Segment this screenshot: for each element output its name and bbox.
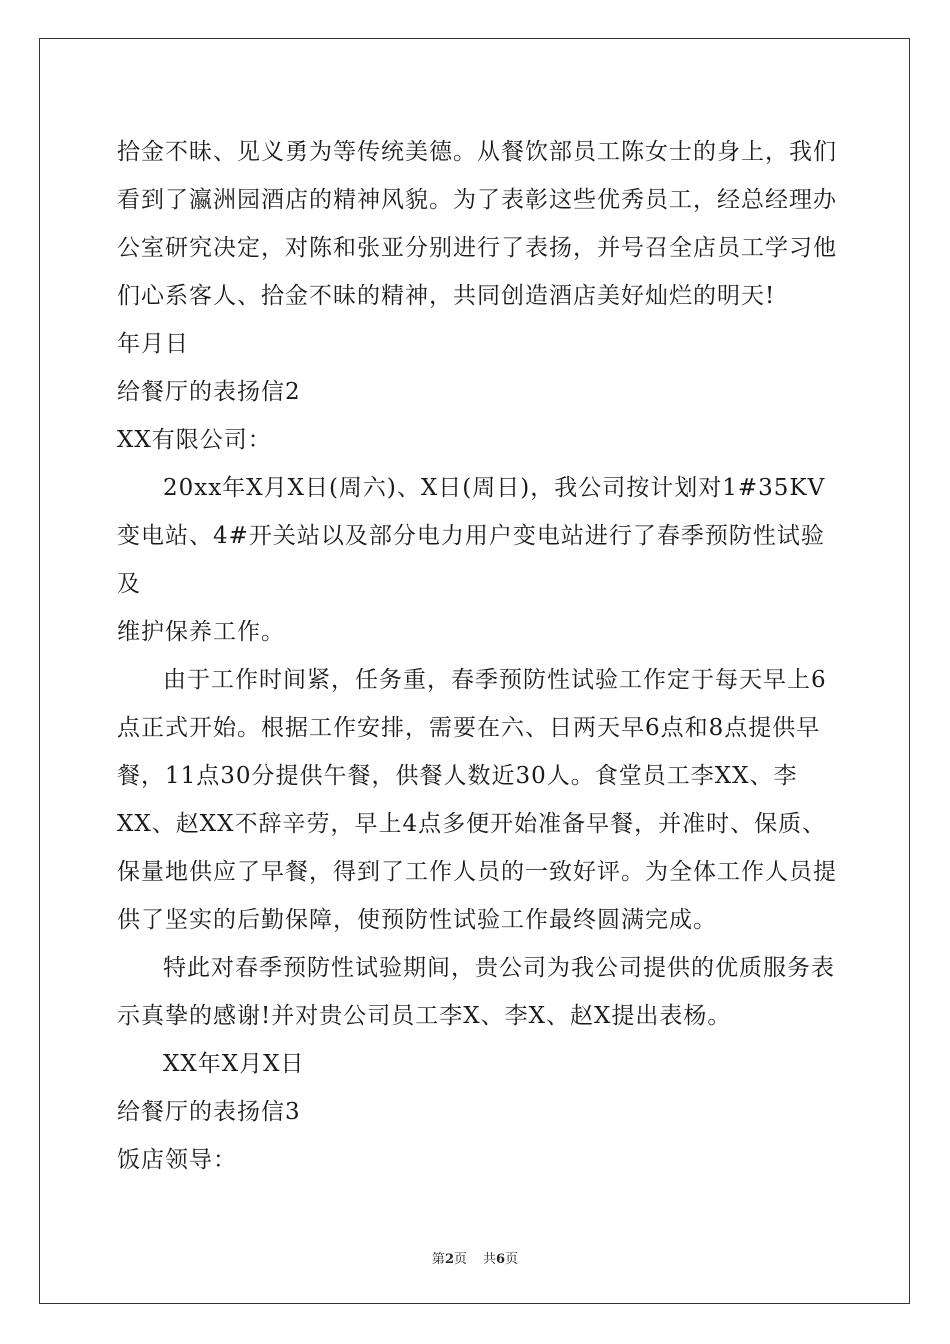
salutation: XX有限公司：	[117, 427, 272, 453]
text-line: 示真挚的感谢!并对贵公司员工李X、李X、赵X提出表杨。	[117, 1003, 732, 1029]
section-title: 给餐厅的表扬信3	[117, 1099, 301, 1125]
text-line: 们心系客人、拾金不昧的精神，共同创造酒店美好灿烂的明天!	[117, 283, 776, 309]
text-line: 餐，11点30分提供午餐，供餐人数近30人。食堂员工李XX、李	[117, 763, 798, 789]
page-prefix: 第	[431, 1252, 445, 1267]
date-line: XX年X月X日	[163, 1051, 305, 1077]
text-line: 20xx年X月X日(周六)、X日(周日)，我公司按计划对1#35KV	[163, 475, 826, 501]
text-line: XX、赵XX不辞辛劳，早上4点多便开始准备早餐，并准时、保质、	[117, 811, 827, 837]
text-line: 拾金不昧、见义勇为等传统美德。从餐饮部员工陈女士的身上，我们	[117, 139, 837, 165]
text-line: 看到了瀛洲园酒店的精神风貌。为了表彰这些优秀员工，经总经理办	[117, 187, 837, 213]
date-line: 年月日	[117, 331, 189, 357]
text-line: 公室研究决定，对陈和张亚分别进行了表扬，并号召全店员工学习他	[117, 235, 837, 261]
text-line: 变电站、4#开关站以及部分电力用户变电站进行了春季预防性试验及	[117, 523, 825, 597]
section-title: 给餐厅的表扬信2	[117, 379, 301, 405]
text-line: 维护保养工作。	[117, 619, 285, 645]
total-prefix: 共	[483, 1252, 497, 1267]
page-footer	[0, 1248, 950, 1267]
document-body	[117, 128, 837, 1184]
text-line: 供了坚实的后勤保障，使预防性试验工作最终圆满完成。	[117, 907, 717, 933]
text-line: 保量地供应了早餐，得到了工作人员的一致好评。为全体工作人员提	[117, 859, 837, 885]
text-line: 特此对春季预防性试验期间，贵公司为我公司提供的优质服务表	[163, 955, 835, 981]
page-total: 6	[496, 1252, 506, 1267]
page-suffix: 页	[453, 1252, 467, 1267]
salutation: 饭店领导：	[117, 1147, 237, 1173]
text-line: 由于工作时间紧，任务重，春季预防性试验工作定于每天早上6	[163, 667, 827, 693]
total-suffix: 页	[505, 1252, 519, 1267]
page-number: 2	[444, 1252, 454, 1267]
text-line: 点正式开始。根据工作安排，需要在六、日两天早6点和8点提供早	[117, 715, 821, 741]
